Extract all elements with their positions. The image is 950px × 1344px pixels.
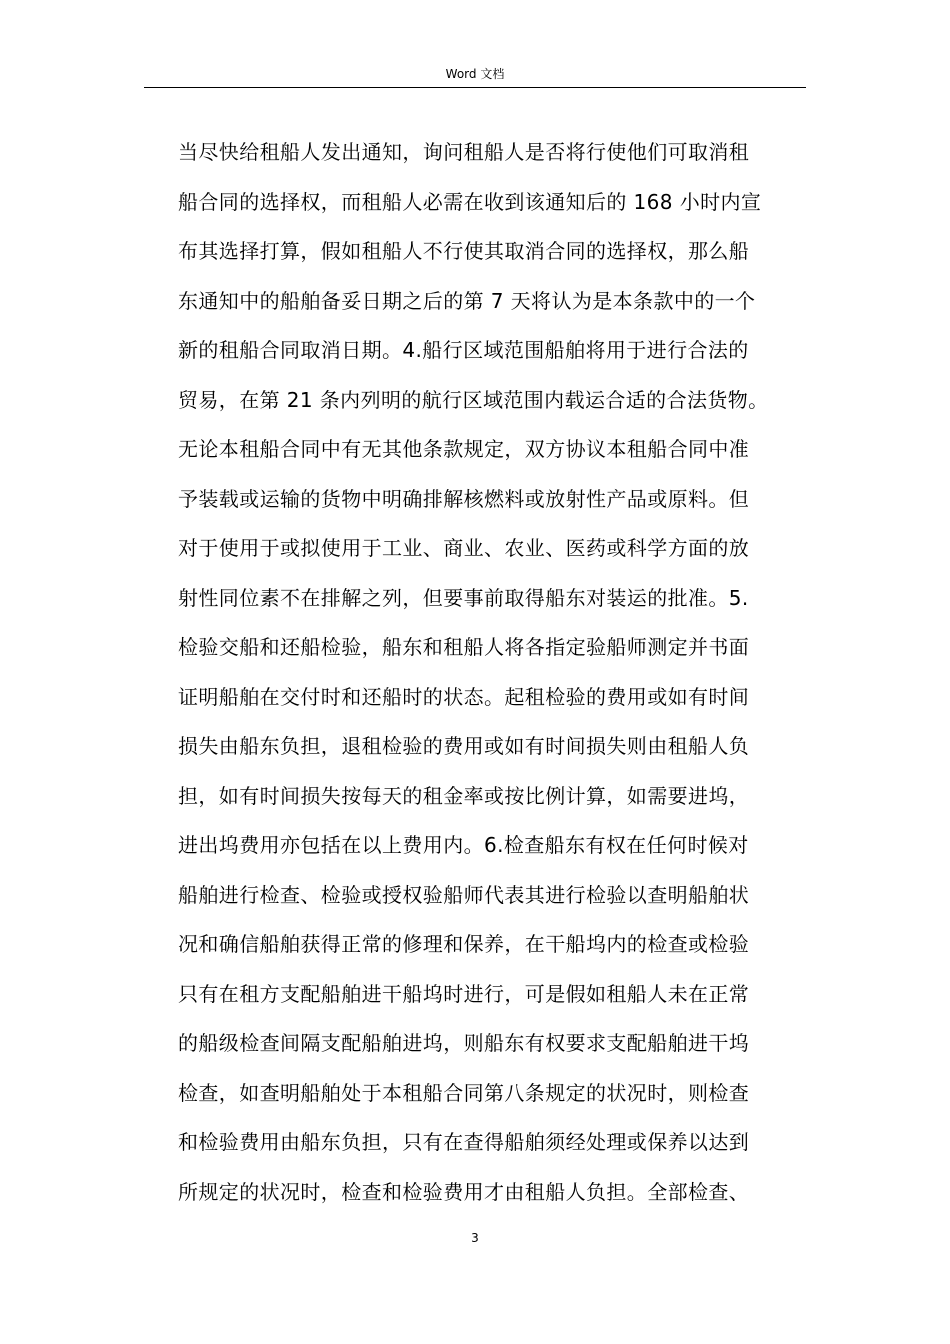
body-line: 况和确信船舶获得正常的修理和保养，在干船坞内的检查或检验 bbox=[178, 932, 750, 956]
body-line: 船舶进行检查、检验或授权验船师代表其进行检验以查明船舶状 bbox=[178, 882, 750, 907]
body-line: 射性同位素不在排解之列，但要事前取得船东对装运的批准。5. bbox=[178, 585, 749, 610]
body-line: 当尽快给租船人发出通知，询问租船人是否将行使他们可取消租 bbox=[178, 140, 750, 164]
body-line: 对于使用于或拟使用于工业、商业、农业、医药或科学方面的放 bbox=[178, 536, 750, 560]
body-line: 无论本租船合同中有无其他条款规定，双方协议本租船合同中准 bbox=[178, 437, 750, 461]
body-line: 检验交船和还船检验，船东和租船人将各指定验船师测定并书面 bbox=[178, 635, 750, 659]
body-line: 予装载或运输的货物中明确排解核燃料或放射性产品或原料。但 bbox=[178, 486, 750, 511]
header-divider bbox=[144, 87, 806, 88]
body-line: 担，如有时间损失按每天的租金率或按比例计算，如需要进坞， bbox=[178, 783, 750, 808]
body-line: 检查，如查明船舶处于本租船合同第八条规定的状况时，则检查 bbox=[178, 1080, 750, 1105]
body-line: 损失由船东负担，退租检验的费用或如有时间损失则由租船人负 bbox=[178, 734, 750, 758]
body-line: 新的租船合同取消日期。4.船行区域范围船舶将用于进行合法的 bbox=[178, 338, 749, 362]
body-line: 证明船舶在交付时和还船时的状态。起租检验的费用或如有时间 bbox=[178, 684, 750, 709]
body-line: 只有在租方支配船舶进干船坞时进行，可是假如租船人未在正常 bbox=[178, 981, 750, 1006]
body-line: 东通知中的船舶备妥日期之后的第 7 天将认为是本条款中的一个 bbox=[178, 288, 756, 313]
body-line: 布其选择打算，假如租船人不行使其取消合同的选择权，那么船 bbox=[178, 239, 750, 263]
body-line: 进出坞费用亦包括在以上费用内。6.检查船东有权在任何时候对 bbox=[178, 833, 749, 857]
body-line: 所规定的状况时，检查和检验费用才由租船人负担。全部检查、 bbox=[178, 1179, 750, 1204]
body-line: 船合同的选择权，而租船人必需在收到该通知后的 168 小时内宣 bbox=[178, 189, 762, 214]
page-header-title: Word 文档 bbox=[445, 67, 505, 81]
body-line: 贸易，在第 21 条内列明的航行区域范围内载运合适的合法货物。 bbox=[178, 387, 769, 412]
body-line: 和检验费用由船东负担，只有在查得船舶须经处理或保养以达到 bbox=[178, 1130, 750, 1154]
body-line: 的船级检查间隔支配船舶进坞，则船东有权要求支配船舶进干坞 bbox=[178, 1031, 750, 1055]
document-body bbox=[178, 128, 818, 1217]
page-number: 3 bbox=[471, 1231, 479, 1245]
